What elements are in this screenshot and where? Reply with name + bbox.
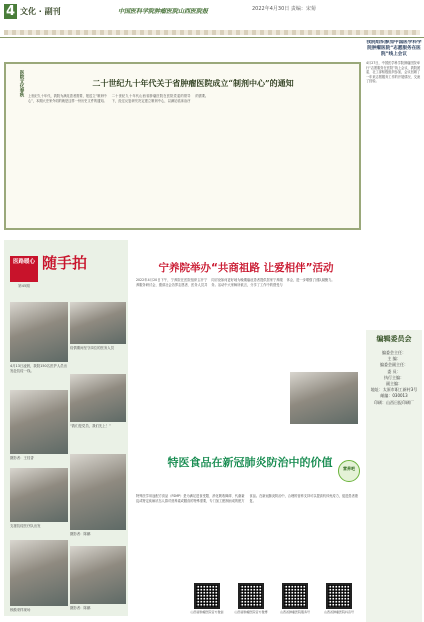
- feature-title: 特医食品在新冠肺炎防治中的价值: [167, 456, 333, 469]
- paper-title: 中国医科学院肿瘤医院山西医院报: [118, 8, 209, 15]
- notice-body: 上世纪九十年代，我院为满足患者需要，报送立“制剂中心”，本期大史家介绍的就是这样一份历史文件的通知。二十世纪九十年代山西省肿瘤医院在医院党委的领导下，经过反复研究决定建立制剂中心，以满足临床治疗的需要。: [28, 94, 209, 103]
- notice-title: 二十世纪九十年代关于省肿瘤医院成立“制剂中心”的通知: [92, 78, 294, 88]
- sidebar-news: [366, 40, 422, 312]
- editorial-title: 编辑委员会: [376, 335, 412, 343]
- article-title: 宁养院举办“共商祖路 让爱相伴”活动: [158, 262, 334, 274]
- editorial-line: 副主编：: [386, 380, 402, 386]
- photo-credit: 摄影者：陈鹏: [70, 606, 91, 610]
- editorial-line: 主 编：: [387, 356, 401, 362]
- qr-code-icon[interactable]: [282, 583, 308, 609]
- column-label: 医院文化春秋: [19, 70, 24, 97]
- photo: [10, 390, 68, 454]
- article-photo: [290, 372, 358, 424]
- sidebar-text: 4月27日，中国医学科学院肿瘤医院举行“志愿服务在医院”线上会议，我院团委、社工部积极组织参加，会议回顾了一年来志愿服务工作的开展情况，交流了经验。: [366, 60, 421, 84]
- photo: [10, 468, 68, 522]
- photo-caption: 核酸采样现场: [10, 608, 31, 612]
- photo: [10, 540, 68, 606]
- photo-caption: 支援抗疫医疗队出发: [10, 524, 41, 528]
- document-notice-box: [4, 62, 361, 230]
- photo: [70, 454, 126, 530]
- photo: [70, 546, 126, 604]
- feature-body: 特殊医学用途配方食品（FSMP）是为满足进食受限、消化吸收障碍、代谢紊乱或特定疾病状态人群对营养素或膳食的特殊需要，专门加工配制而成的配方食品。在新冠肺炎防治中，合理的营养支持可以提高机体免疫力，促进患者康复。: [136, 494, 358, 503]
- header-divider: [4, 30, 420, 35]
- editorial-line: 印刷：山西日报印刷厂: [374, 399, 414, 405]
- column-logo: 营养吧: [338, 460, 360, 482]
- sidebar-title: 我院组织参加中国医学科学院肿瘤医院“志愿服务在医院”线上会议: [366, 40, 422, 57]
- page-number: 4: [5, 4, 16, 19]
- section-title: 文化 · 副刊: [20, 7, 61, 16]
- photo-caption: “我们是党员，我们先上！”: [70, 424, 111, 428]
- photo: [10, 302, 68, 362]
- qr-code-icon[interactable]: [326, 583, 352, 609]
- article-body: 2022年4月20日下午，宁养院在医院组织召开宁养服务研讨会，邀请社会各界志愿者、医务人员共同讨论如何更好地为晚期癌症患者提供居家宁养服务。活动中大家畅所欲言，分享了工作中的感受与体会，进一步增强了团队凝聚力。: [136, 278, 335, 287]
- page-header: [0, 0, 424, 38]
- column-title: 随手拍: [42, 254, 88, 272]
- column-badge: 医路暖心: [10, 256, 38, 282]
- qr-caption: 山西省肿瘤医院官方微信: [190, 610, 224, 614]
- editorial-line: 编委会副主任：: [380, 362, 408, 368]
- editorial-line: 地址：太原市职工新村3号: [370, 387, 418, 393]
- photo-caption: 疫情期间坚守岗位的医务人员: [70, 346, 115, 350]
- qr-caption: 山西省肿瘤医院抖音号: [323, 610, 354, 614]
- editorial-board: [366, 330, 422, 622]
- qr-caption: 山西省肿瘤医院服务号: [279, 610, 310, 614]
- photo-column: [4, 240, 128, 616]
- editorial-line: 邮编：030013: [380, 393, 408, 399]
- issue-date: 2022年4月30日 责编：宋菊: [252, 6, 316, 12]
- qr-caption: 山西省肿瘤医院官方微博: [234, 610, 268, 614]
- photo: [70, 374, 126, 422]
- editorial-line: 委 员：: [387, 368, 401, 374]
- qr-code-icon[interactable]: [194, 583, 220, 609]
- photo: [70, 302, 126, 344]
- photo-credit: 摄影者：陈鹏: [70, 532, 91, 536]
- photo-credit: 摄影者：王桂香: [10, 456, 34, 460]
- editorial-line: 编委会主任：: [382, 350, 406, 355]
- qr-code-icon[interactable]: [238, 583, 264, 609]
- photo-caption: 4月13日凌晨，我院150名医护人员出发赴抗疫一线。: [10, 364, 68, 373]
- editorial-line: 执行主编：: [384, 374, 404, 380]
- column-issue: 第45期: [18, 284, 30, 288]
